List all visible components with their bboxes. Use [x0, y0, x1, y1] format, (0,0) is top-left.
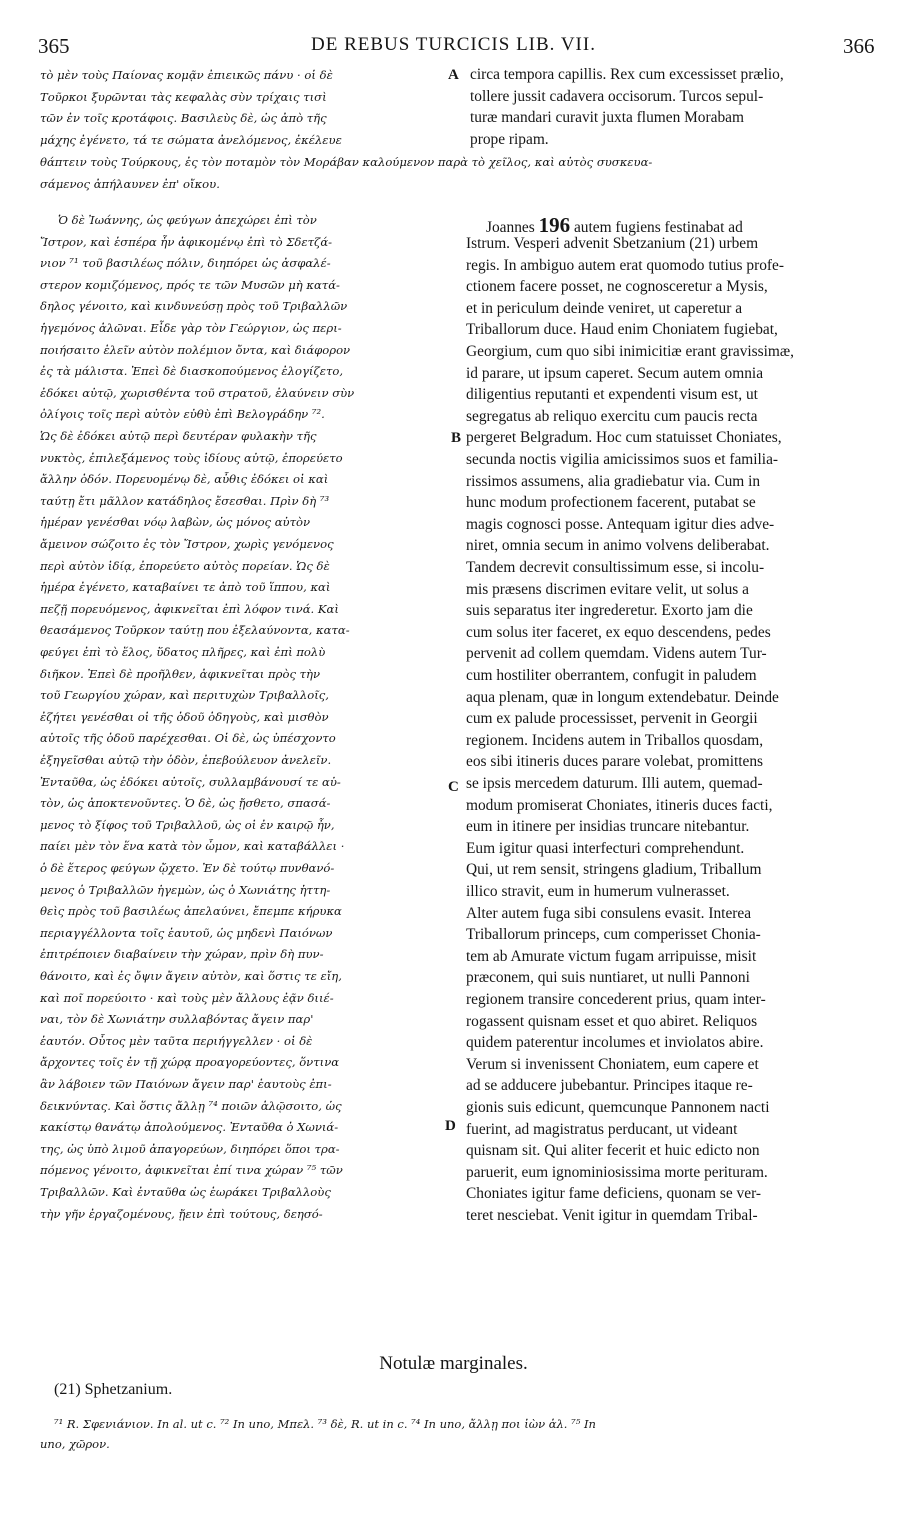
greek-line: πεζῇ πορευόμενος, ἀφικνεῖται ἐπὶ λόφον τινά. Καὶ — [40, 601, 339, 616]
marginal-note: (21) Sphetzanium. — [54, 1381, 173, 1398]
latin-line: Triballorum princeps, cum comperisset Chonia- — [466, 926, 761, 944]
greek-line: παίει μὲν τὸν ἕνα κατὰ τὸν ὦμον, καὶ καταβάλλει · — [40, 839, 345, 854]
latin-line: Eum igitur quasi interfecturi comprehendunt. — [466, 839, 745, 857]
latin-line: paruerit, eum ignominiosissima morte perituram. — [466, 1163, 768, 1181]
latin-first-before: Joannes — [486, 219, 535, 236]
greek-line: ἄλλην ὁδόν. Πορευομένῳ δὲ, αὖθις ἐδόκει οἱ καὶ — [40, 472, 329, 487]
greek-line: θεασάμενος Τοῦρκον ταύτῃ που ἐξελαύνοντα, κατα- — [40, 623, 350, 638]
footnote-line: ⁷¹ R. Σφενιάνιον. In al. ut c. ⁷² In uno, Μπελ. ⁷³ δὲ, R. ut in c. ⁷⁴ In uno, ἄλλῃ ποι ἰὼν ἁλ. ⁷⁵ In — [54, 1417, 596, 1431]
greek-line: περὶ αὐτὸν ἰδίᾳ, ἐπορεύετο αὐτὸς πορείαν. Ὡς δὲ — [40, 558, 330, 573]
greek-line: ἂν λάβοιεν τῶν Παιόνων ἄγειν παρ' ἑαυτοὺς ἐπι- — [40, 1077, 332, 1091]
greek-line: ποιήσαιτο ἑλεῖν αὐτὸν πολέμιον ὄντα, καὶ διάφορον — [40, 342, 351, 357]
latin-line: circa tempora capillis. Rex cum excessisset prælio, — [470, 66, 784, 83]
margin-letter-d: D — [445, 1118, 456, 1134]
greek-line: θεὶς πρὸς τοῦ βασιλέως ἀπελαύνει, ἔπεμπε κήρυκα — [40, 904, 342, 919]
greek-line: τὸ μὲν τοὺς Παίονας κομᾷν ἐπιεικῶς πάνυ · οἱ δὲ — [40, 68, 333, 82]
latin-line: hunc modum profectionem facerent, putabat se — [466, 494, 756, 512]
latin-line: quisnam sit. Qui aliter fecerit et huic edicto non — [466, 1142, 760, 1160]
latin-line: aqua plenam, quæ in longum extendebatur. Deinde — [466, 688, 779, 706]
margin-letter-a: A — [448, 67, 459, 83]
greek-line: ἡμέρα ἐγένετο, καταβαίνει τε ἀπὸ τοῦ ἵππου, καὶ — [40, 580, 331, 595]
latin-line: Qui, ut rem sensit, stringens gladium, Triballum — [466, 861, 762, 879]
greek-line: Ἴστρον, καὶ ἑσπέρα ἦν ἀφικομένῳ ἐπὶ τὸ Σδετζά- — [40, 234, 333, 249]
greek-line: μενος τὸ ξίφος τοῦ Τριβαλλοῦ, ὡς οἱ ἐν καιρῷ ἦν, — [40, 817, 335, 832]
latin-line: niret, omnia secum in animo volvens deliberabat. — [466, 537, 770, 555]
greek-line: ἐς τὰ μάλιστα. Ἐπεὶ δὲ διασκοπούμενος ἐλογίζετο, — [40, 364, 344, 379]
latin-line: segregatus ab reliquo exercitu cum paucis recta — [466, 407, 758, 425]
greek-line: τῶν ἐν τοῖς κροτάφοις. Βασιλεὺς δὲ, ὡς ἀπὸ τῆς — [40, 111, 327, 125]
latin-line: prope ripam. — [470, 131, 549, 148]
latin-line: Georgium, cum quo sibi inimicitiæ erant gravissimæ, — [466, 343, 795, 360]
latin-line: ctionem facere posset, ne cognosceretur a Mysis, — [466, 278, 768, 296]
greek-line: ταύτῃ ἔτι μᾶλλον κατάδηλος ἔσεσθαι. Πρὶν δὴ ⁷³ — [40, 493, 330, 508]
greek-line: της, ὡς ὑπὸ λιμοῦ ἀπαγορεύων, διηπόρει ὅποι τρα- — [40, 1141, 340, 1156]
latin-line: magis cognosci posse. Antequam igitur dies adve- — [466, 515, 775, 533]
latin-line: regionem transire concederent prius, quam inter- — [466, 991, 766, 1008]
latin-line: pergeret Belgradum. Hoc cum statuisset Choniates, — [466, 429, 782, 447]
greek-line: νυκτὸς, ἐπιλεξάμενος τοὺς ἰδίους αὐτῷ, ἐπορεύετο — [40, 450, 343, 465]
latin-line: turæ mandari curavit juxta flumen Morabam — [470, 109, 744, 126]
greek-line: Ἐνταῦθα, ὡς ἐδόκει αὐτοῖς, συλλαμβάνουσί τε αὐ- — [40, 774, 341, 789]
latin-line: gionis suis edicunt, quemcunque Pannonem nacti — [466, 1099, 770, 1116]
greek-line: Τριβαλλῶν. Καὶ ἐνταῦθα ὡς ἑωράκει Τριβαλλοὺς — [40, 1185, 331, 1199]
latin-line: mis præsens discrimen evitare velit, ut solus a — [466, 580, 749, 598]
greek-line: αὐτοῖς τῆς ὁδοῦ παρέχεσθαι. Οἱ δὲ, ὡς ὑπέσχοντο — [40, 731, 336, 746]
latin-line: Tandem decrevit consultissimum esse, si incolu- — [466, 559, 765, 576]
latin-line: et in periculum deinde veniret, ut caperetur a — [466, 299, 743, 317]
greek-line: καὶ ποῖ πορεύοιτο · καὶ τοὺς μὲν ἄλλους ἐᾷν διιέ- — [40, 990, 334, 1005]
greek-line: θάνοιτο, καὶ ἐς ὄψιν ἄγειν αὐτὸν, καὶ ὅστις τε εἴη, — [40, 969, 342, 983]
greek-line: ὀλίγοις τοῖς περὶ αὐτὸν εὐθὺ ἐπὶ Βελογράδην ⁷². — [40, 407, 325, 422]
latin-line: ad se adducere jubebantur. Principes itaque re- — [466, 1077, 753, 1095]
latin-line: regionem. Incidens autem in Triballos quosdam, — [466, 731, 764, 749]
latin-line: præconem, qui suis nuntiaret, ut nulli Pannoni — [466, 969, 750, 987]
greek-line: ἡμέραν γενέσθαι νόῳ λαβὼν, ὡς μόνος αὐτὸν — [40, 515, 311, 530]
greek-line: Ὁ δὲ Ἰωάννης, ὡς φεύγων ἀπεχώρει ἐπὶ τὸν — [58, 213, 317, 227]
greek-line: ναι, τὸν δὲ Χωνιάτην συλλαβόντας ἄγειν παρ' — [40, 1012, 314, 1027]
greek-line: ἐπιτρέποιεν διαβαίνειν τὴν χώραν, πρὶν δὴ πυν- — [40, 947, 324, 962]
latin-line: rissimos assumens, alia gradiebatur via. Cum in — [466, 472, 761, 490]
greek-line: δηλος γένοιτο, καὶ κινδυνεύσῃ πρὸς τοῦ Τριβαλλῶν — [40, 299, 348, 314]
page-number-right: 366 — [843, 34, 875, 58]
greek-line: ἄρχοντες τοῖς ἐν τῇ χώρᾳ προαγορεύοντες, ὅντινα — [40, 1055, 340, 1070]
greek-line: νιον ⁷¹ τοῦ βασιλέως πόλιν, διηπόρει ὡς ἀσφαλέ- — [40, 256, 331, 271]
latin-line: rogassent quisnam esset et quo abiret. Reliquos — [466, 1012, 758, 1030]
latin-line: modum promiserat Choniates, itineris duces facti, — [466, 796, 773, 814]
marginal-notes-title: Notulæ marginales. — [379, 1353, 528, 1374]
greek-line: ἄμεινον σώζοιτο ἐς τὸν Ἴστρον, χωρὶς γενόμενος — [40, 537, 334, 551]
latin-line: suis separatus iter ingrederetur. Exorto jam die — [466, 602, 753, 620]
greek-line: τοῦ Γεωργίου χώραν, καὶ περιτυχὼν Τριβαλλοῖς, — [40, 688, 329, 703]
margin-letter-b: B — [451, 430, 462, 446]
page-header — [0, 34, 907, 64]
latin-line: eos sibi itineris duces parare volebat, promittens — [466, 753, 764, 771]
latin-first-after: autem fugiens festinabat ad — [573, 219, 743, 236]
greek-line: ἡγεμόνος ἁλῶναι. Εἶδε γὰρ τὸν Γεώργιον, ὡς περι- — [40, 321, 342, 335]
latin-line: Verum si invenissent Choniatem, eum capere et — [466, 1055, 759, 1073]
latin-line: diligentius reputanti et expendenti visum est, ut — [466, 386, 758, 404]
latin-line: eum in itinere per insidias truncare nitebantur. — [466, 818, 750, 836]
greek-line: φεύγει ἐπὶ τὸ ἕλος, ὕδατος πλῆρες, καὶ ἐπὶ πολὺ — [40, 645, 326, 659]
greek-line: ἐδόκει αὐτῷ, χωρισθέντα τοῦ στρατοῦ, ἐλαύνειν σὺν — [40, 385, 355, 400]
latin-line: Triballorum duce. Haud enim Choniatem fugiebat, — [466, 321, 778, 339]
latin-line: tollere jussit cadavera occisorum. Turcos sepul- — [470, 88, 764, 105]
latin-line: Istrum. Vesperi advenit Sbetzanium (21) urbem — [466, 235, 759, 252]
greek-line: τὴν γῆν ἐργαζομένους, ᾔειν ἐπὶ τούτους, δεησό- — [40, 1206, 323, 1221]
latin-line: regis. In ambiguo autem erat quomodo tutius profe- — [466, 256, 784, 274]
latin-line: quidem paterentur incolumes et inviolatos abire. — [466, 1034, 764, 1052]
greek-line: Τοῦρκοι ξυρῶνται τὰς κεφαλὰς σὺν τρίχαις τισὶ — [40, 90, 327, 104]
margin-letter-c: C — [448, 779, 459, 795]
greek-line: στερον κομιζόμενος, πρός τε τῶν Μυσῶν μὴ κατά- — [40, 277, 340, 292]
greek-line: ὁ δὲ ἕτερος φεύγων ᾤχετο. Ἐν δὲ τούτῳ πυνθανό- — [40, 861, 335, 875]
section-number: 196 — [538, 213, 571, 237]
latin-line: cum ex palude processisset, pervenit in Georgii — [466, 710, 758, 728]
greek-full-line: σάμενος ἀπήλαυνεν ἐπ' οἴκου. — [40, 177, 220, 191]
greek-line: ἐξηγεῖσθαι αὐτῷ τὴν ὁδὸν, ἐπεβούλευον ἀνελεῖν. — [40, 753, 332, 767]
greek-line: Ὡς δὲ ἐδόκει αὐτῷ περὶ δευτέραν φυλακὴν τῆς — [40, 429, 317, 443]
latin-line: secunda noctis vigilia amicissimos suos et familia- — [466, 451, 779, 468]
greek-line: πόμενος γένοιτο, ἀφικνεῖται ἐπί τινα χώραν ⁷⁵ τῶν — [40, 1163, 343, 1178]
latin-line: illico stravit, eum in humerum vulnerasset. — [466, 883, 730, 900]
greek-line: κακίστῳ θανάτῳ ἀπολούμενος. Ἐνταῦθα ὁ Χωνιά- — [40, 1120, 339, 1135]
page-number-left: 365 — [38, 34, 70, 58]
greek-line: ἑαυτόν. Οὗτος μὲν ταῦτα περιήγγελλεν · οἱ δὲ — [40, 1033, 313, 1048]
latin-line: Choniates igitur fame deficiens, quonam se ver- — [466, 1185, 762, 1203]
latin-line: se ipsis mercedem daturum. Illi autem, quemad- — [466, 775, 763, 792]
latin-line: Alter autem fuga sibi consulens evasit. Interea — [466, 904, 752, 922]
latin-line: cum hostiliter oberrantem, confugit in paludem — [466, 667, 757, 684]
greek-line: διῆκον. Ἐπεὶ δὲ προῆλθεν, ἀφικνεῖται πρὸς τὴν — [40, 666, 321, 681]
greek-line: μάχης ἐγένετο, τά τε σώματα ἀνελόμενος, ἐκέλευε — [40, 133, 342, 147]
latin-line: fuerint, ad magistratus perducant, ut videant — [466, 1120, 738, 1138]
greek-line: περιαγγέλλοντα τοῖς ἑαυτοῦ, ὡς μηδενὶ Παιόνων — [40, 925, 333, 940]
greek-full-line: θάπτειν τοὺς Τούρκους, ἐς τὸν ποταμὸν τὸν Μοράβαν καλούμενον παρὰ τὸ χεῖλος, καὶ αὐτὸς συσκευα- — [40, 155, 653, 169]
greek-line: δεικνύντας. Καὶ ὅστις ἄλλῃ ⁷⁴ ποιῶν ἁλῷσοιτο, ὡς — [40, 1098, 342, 1113]
greek-line: μενος ὁ Τριβαλλῶν ἡγεμὼν, ὡς ὁ Χωνιάτης ἡττη- — [40, 882, 331, 897]
latin-line: pervenit ad collem quemdam. Videns autem Tur- — [466, 645, 767, 663]
latin-line: id parare, ut ipsum caperet. Secum autem omnia — [466, 364, 764, 382]
greek-line: τὸν, ὡς ἀποκτενοῦντες. Ὁ δὲ, ὡς ᾔσθετο, σπασά- — [40, 796, 331, 811]
latin-line: cum solus iter faceret, ex equo descendens, pedes — [466, 623, 771, 641]
footnote-line: uno, χῶρον. — [40, 1437, 110, 1451]
running-title: DE REBUS TURCICIS LIB. VII. — [311, 34, 596, 55]
greek-line: ἐζήτει γενέσθαι οἱ τῆς ὁδοῦ ὁδηγοὺς, καὶ μισθὸν — [40, 709, 329, 724]
latin-line: tem ab Amurate victum fugam arripuisse, misit — [466, 947, 757, 965]
latin-line: teret nesciebat. Venit igitur in quemdam Tribal- — [466, 1207, 758, 1224]
